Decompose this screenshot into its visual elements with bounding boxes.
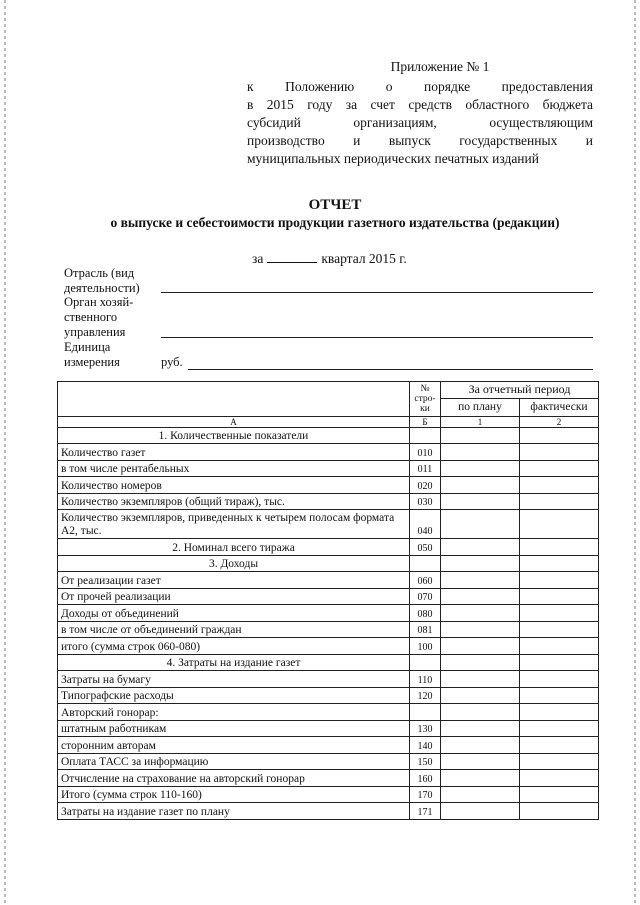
table-row (58, 460, 599, 477)
plan-value-cell[interactable] (441, 460, 520, 477)
row-label: Типографские расходы (58, 687, 410, 704)
row-label: сторонним авторам (58, 737, 410, 754)
period-prefix: за (252, 251, 264, 266)
table-section-row (58, 654, 599, 671)
row-code: 030 (410, 493, 441, 510)
row-label: 2. Номинал всего тиража (58, 539, 410, 556)
row-label: Затраты на издание газет по плану (58, 803, 410, 820)
appendix-line: производство и выпуск государственных и (247, 133, 593, 148)
actual-value-cell[interactable] (520, 493, 599, 510)
table-row (58, 786, 599, 803)
appendix-block (247, 58, 593, 168)
row-code: 050 (410, 539, 441, 556)
header-period: За отчетный период (441, 382, 599, 399)
row-code: 171 (410, 803, 441, 820)
appendix-title: Приложение № 1 (390, 59, 490, 74)
unit-value: руб. (161, 355, 183, 369)
row-code: 010 (410, 444, 441, 461)
row-code: 070 (410, 588, 441, 605)
report-title: ОТЧЕТ (308, 197, 362, 213)
period-quarter-field[interactable] (267, 250, 317, 263)
authority-label: Орган хозяй- ственного управления (64, 295, 134, 339)
actual-value-cell[interactable] (520, 477, 599, 494)
appendix-line: субсидий организациям, осуществляющим (247, 115, 593, 130)
plan-value-cell[interactable] (441, 704, 520, 721)
table-section-row (58, 539, 599, 556)
row-label: 3. Доходы (58, 555, 410, 572)
actual-value-cell[interactable] (520, 539, 599, 556)
row-label: Итого (сумма строк 110-160) (58, 786, 410, 803)
row-code: 160 (410, 770, 441, 787)
row-code: 150 (410, 753, 441, 770)
row-code: 011 (410, 460, 441, 477)
row-label: Количество номеров (58, 477, 410, 494)
row-label: итого (сумма строк 060-080) (58, 638, 410, 655)
authority-field[interactable] (161, 337, 593, 338)
header-row-number: № стро-ки (410, 382, 441, 417)
row-label: От реализации газет (58, 572, 410, 589)
row-code (410, 704, 441, 721)
actual-value-cell[interactable] (520, 753, 599, 770)
row-code: 020 (410, 477, 441, 494)
plan-value-cell[interactable] (441, 687, 520, 704)
appendix-line: к Положению о порядке предоставления (247, 79, 593, 94)
actual-value-cell[interactable] (520, 605, 599, 622)
letter-c1: 1 (441, 416, 520, 427)
row-label: Авторский гонорар: (58, 704, 410, 721)
appendix-line: в 2015 году за счет средств областного бюджета (247, 97, 593, 112)
actual-value-cell[interactable] (520, 621, 599, 638)
table-row (58, 493, 599, 510)
table-row (58, 737, 599, 754)
plan-value-cell[interactable] (441, 803, 520, 820)
row-code (410, 654, 441, 671)
plan-value-cell[interactable] (441, 671, 520, 688)
actual-value-cell[interactable] (520, 803, 599, 820)
table-row (58, 621, 599, 638)
table-row (58, 588, 599, 605)
table-row (58, 720, 599, 737)
plan-value-cell[interactable] (441, 770, 520, 787)
actual-value-cell[interactable] (520, 687, 599, 704)
plan-value-cell[interactable] (441, 753, 520, 770)
actual-value-cell[interactable] (520, 460, 599, 477)
actual-value-cell[interactable] (520, 427, 599, 444)
plan-value-cell[interactable] (441, 493, 520, 510)
plan-value-cell[interactable] (441, 539, 520, 556)
letter-c2: 2 (520, 416, 599, 427)
actual-value-cell[interactable] (520, 770, 599, 787)
row-code: 110 (410, 671, 441, 688)
actual-value-cell[interactable] (520, 737, 599, 754)
table-row (58, 687, 599, 704)
table-header-row (58, 382, 599, 399)
row-code: 120 (410, 687, 441, 704)
period-suffix: квартал 2015 г. (321, 251, 407, 266)
row-code (410, 555, 441, 572)
row-code (410, 427, 441, 444)
plan-value-cell[interactable] (441, 427, 520, 444)
actual-value-cell[interactable] (520, 671, 599, 688)
table-section-row (58, 427, 599, 444)
actual-value-cell[interactable] (520, 786, 599, 803)
row-label: От прочей реализации (58, 588, 410, 605)
actual-value-cell[interactable] (520, 638, 599, 655)
row-label: в том числе от объединений граждан (58, 621, 410, 638)
table-row (58, 510, 599, 539)
plan-value-cell[interactable] (441, 737, 520, 754)
report-table (57, 381, 599, 820)
plan-value-cell[interactable] (441, 654, 520, 671)
row-code: 170 (410, 786, 441, 803)
row-label: 4. Затраты на издание газет (58, 654, 410, 671)
table-section-row (58, 555, 599, 572)
actual-value-cell[interactable] (520, 704, 599, 721)
table-row (58, 753, 599, 770)
row-label: Количество экземпляров, приведенных к четырем полосам формата А2, тыс. (58, 510, 410, 539)
scan-edge-left (4, 0, 6, 905)
row-label: штатным работникам (58, 720, 410, 737)
plan-value-cell[interactable] (441, 477, 520, 494)
table-row (58, 770, 599, 787)
table-row (58, 605, 599, 622)
row-label: Оплата ТАСС за информацию (58, 753, 410, 770)
plan-value-cell[interactable] (441, 555, 520, 572)
actual-value-cell[interactable] (520, 720, 599, 737)
table-row (58, 704, 599, 721)
actual-value-cell[interactable] (520, 444, 599, 461)
letter-a: А (58, 416, 410, 427)
scan-edge-right (634, 0, 636, 905)
unit-field[interactable] (188, 369, 593, 370)
report-subtitle: о выпуске и себестоимости продукции газетного издательства (редакции) (110, 215, 560, 230)
row-code: 080 (410, 605, 441, 622)
letter-b: Б (410, 416, 441, 427)
table-row (58, 803, 599, 820)
plan-value-cell[interactable] (441, 588, 520, 605)
header-indicator-cell (58, 382, 410, 417)
plan-value-cell[interactable] (441, 572, 520, 589)
actual-value-cell[interactable] (520, 572, 599, 589)
row-label: Количество экземпляров (общий тираж), тыс. (58, 493, 410, 510)
header-actual: фактически (520, 398, 599, 416)
plan-value-cell[interactable] (441, 510, 520, 539)
plan-value-cell[interactable] (441, 621, 520, 638)
plan-value-cell[interactable] (441, 444, 520, 461)
actual-value-cell[interactable] (520, 510, 599, 539)
plan-value-cell[interactable] (441, 786, 520, 803)
industry-field[interactable] (161, 292, 593, 293)
row-label: Отчисление на страхование на авторский гонорар (58, 770, 410, 787)
table-row (58, 671, 599, 688)
row-label: в том числе рентабельных (58, 460, 410, 477)
row-label: Количество газет (58, 444, 410, 461)
actual-value-cell[interactable] (520, 654, 599, 671)
report-period (252, 250, 407, 267)
row-code: 140 (410, 737, 441, 754)
table-row (58, 572, 599, 589)
unit-label: Единица измерения (64, 340, 120, 369)
header-plan: по плану (441, 398, 520, 416)
row-code: 040 (410, 510, 441, 539)
row-code: 081 (410, 621, 441, 638)
actual-value-cell[interactable] (520, 555, 599, 572)
row-code: 060 (410, 572, 441, 589)
plan-value-cell[interactable] (441, 605, 520, 622)
table-row (58, 638, 599, 655)
table-row (58, 444, 599, 461)
plan-value-cell[interactable] (441, 720, 520, 737)
table-row (58, 477, 599, 494)
row-label: Доходы от объединений (58, 605, 410, 622)
table-letters-row (58, 416, 599, 427)
plan-value-cell[interactable] (441, 638, 520, 655)
row-label: 1. Количественные показатели (58, 427, 410, 444)
appendix-line: муниципальных периодических печатных изданий (247, 151, 539, 166)
row-label: Затраты на бумагу (58, 671, 410, 688)
row-code: 130 (410, 720, 441, 737)
row-code: 100 (410, 638, 441, 655)
industry-label: Отрасль (вид деятельности) (64, 266, 140, 295)
actual-value-cell[interactable] (520, 588, 599, 605)
report-table-body (58, 427, 599, 819)
